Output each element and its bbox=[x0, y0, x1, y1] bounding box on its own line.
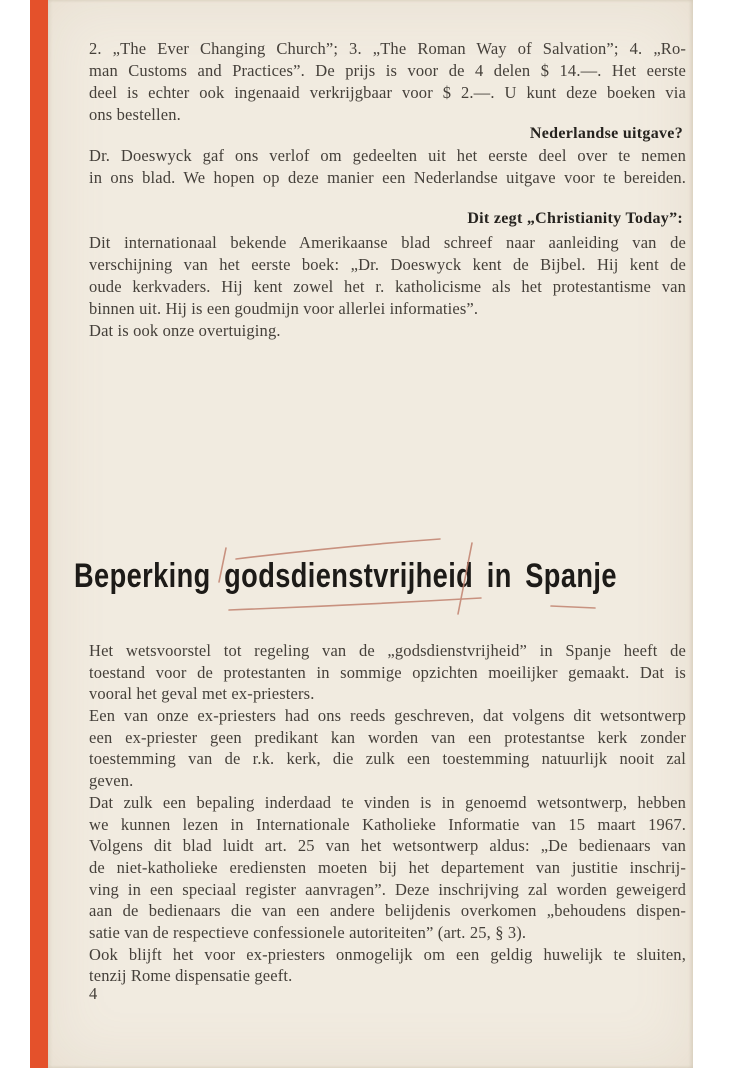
text-line: we kunnen lezen in Internationale Katholieke Informatie van 15 maart 1967. bbox=[89, 814, 686, 834]
page-body bbox=[48, 0, 693, 1068]
text-line: toestand voor de protestanten in sommige opzichten moeilijker gemaakt. Dat is bbox=[89, 662, 686, 682]
text-line: in ons blad. We hopen op deze manier een Nederlandse uitgave voor te bereiden. bbox=[89, 168, 686, 187]
body-text bbox=[89, 640, 686, 987]
text-line: verschijning van het eerste boek: „Dr. Doeswyck kent de Bijbel. Hij kent de bbox=[89, 255, 686, 274]
text-line: Het wetsvoorstel tot regeling van de „godsdienstvrijheid” in Spanje heeft de bbox=[89, 641, 686, 660]
text-line: binnen uit. Hij is een goudmijn voor allerlei informaties”. bbox=[89, 299, 479, 318]
text-line: ving in een speciaal register aanvragen”. Deze inschrijving zal worden geweigerd bbox=[89, 879, 686, 899]
text-line: 2. „The Ever Changing Church”; 3. „The Roman Way of Salvation”; 4. „Ro- bbox=[89, 39, 686, 58]
text-line: Volgens dit blad luidt art. 25 van het wetsontwerp aldus: „De bedienaars van bbox=[89, 836, 686, 856]
text-line: Dit internationaal bekende Amerikaanse blad schreef naar aanleiding van de bbox=[89, 233, 686, 252]
text-line: vooral het geval met ex-priesters. bbox=[89, 684, 315, 704]
text-line: deel is echter ook ingenaaid verkrijgbaar voor $ 2.—. U kunt deze boeken via bbox=[89, 83, 686, 102]
text-line: tenzij Rome dispensatie geeft. bbox=[89, 966, 293, 986]
text-line: Een van onze ex-priesters had ons reeds geschreven, dat volgens dit wetsontwerp bbox=[89, 706, 686, 726]
text-line: man Customs and Practices”. De prijs is voor de 4 delen $ 14.—. Het eerste bbox=[89, 61, 686, 80]
sub-heading-christianity-today: Dit zegt „Christianity Today”: bbox=[467, 210, 683, 227]
text-line: ons bestellen. bbox=[89, 105, 181, 124]
page-number: 4 bbox=[89, 984, 98, 1003]
paragraph-doeswyck bbox=[89, 145, 686, 189]
article-title-text: Beperking godsdienstvrijheid in Spanje bbox=[74, 557, 617, 595]
sub-heading-nederlandse-uitgave: Nederlandse uitgave? bbox=[529, 125, 683, 142]
paragraph-christianity-today bbox=[89, 232, 686, 342]
intro-paragraph bbox=[89, 38, 686, 126]
text-line: Dat zulk een bepaling inderdaad te vinden is in genoemd wetsontwerp, hebben bbox=[89, 792, 686, 812]
pencil-underline-spanje bbox=[551, 606, 595, 608]
text-line: aan de bedienaars die van een andere belijdenis overkomen „behoudens dispen- bbox=[89, 901, 686, 921]
cover-spine-color-bar bbox=[30, 0, 48, 1068]
text-line: een ex-priester geen predikant kan worden van een protestantse kerk zonder bbox=[89, 727, 686, 747]
text-line: oude kerkvaders. Hij kent zowel het r. katholicisme als het protestantisme van bbox=[89, 277, 686, 296]
text-line: Ook blijft het voor ex-priesters onmogelijk om een geldig huwelijk te sluiten, bbox=[89, 944, 686, 964]
text-line: Dr. Doeswyck gaf ons verlof om gedeelten uit het eerste deel over te nemen bbox=[89, 146, 686, 165]
text-line: de niet-katholieke erediensten moeten bij het departement van justitie inschrij- bbox=[89, 857, 686, 877]
pencil-arc-bottom bbox=[229, 598, 481, 610]
text-line: geven. bbox=[89, 771, 134, 791]
text-line: Dat is ook onze overtuiging. bbox=[89, 321, 281, 340]
text-line: satie van de respectieve confessionele autoriteiten” (art. 25, § 3). bbox=[89, 922, 527, 942]
article-title bbox=[74, 556, 684, 596]
text-line: toestemming van de r.k. kerk, die zulk een toestemming natuurlijk nooit zal bbox=[89, 749, 686, 769]
